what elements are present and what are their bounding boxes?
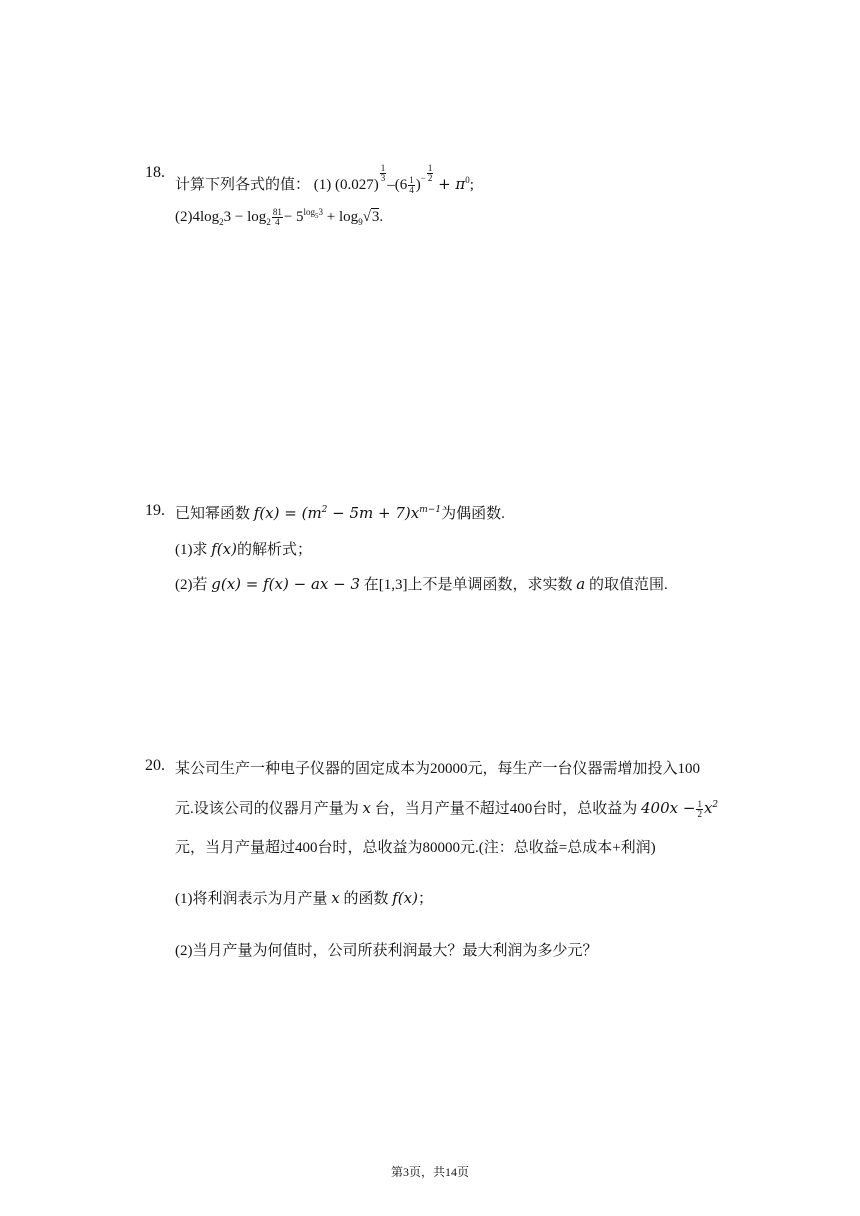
problem-18-part1-base: (0.027) — [335, 177, 379, 193]
problem-19-intro-a: 已知幂函数 — [175, 506, 251, 522]
problem-18-part2-b-sub: 2 — [266, 216, 271, 227]
problem-18-mixed-frac: $\frac{1}{4}$ — [409, 175, 414, 196]
problem-19-part1-label: (1)求 — [175, 542, 208, 558]
problem-20-line2-a: 元.设该公司的仪器月产量为 — [175, 801, 359, 817]
problem-19-exp: m−1 — [419, 505, 442, 515]
problem-18-part1-label: (1) — [313, 177, 332, 193]
sqrt-icon: √ — [362, 208, 371, 225]
problem-19-line3 — [175, 573, 668, 594]
problem-19-part2-a: a — [576, 575, 586, 593]
problem-20-expr-a: 400x − — [641, 799, 696, 817]
problem-20-part1-fx: f(x) — [392, 889, 418, 907]
problem-20-number: 20. — [145, 757, 165, 774]
problem-18-tail: + π — [438, 175, 466, 193]
problem-20-expr-frac: $\frac{1}{2}$ — [697, 799, 702, 820]
problem-18-minus: – — [387, 177, 395, 193]
problem-20-line2 — [175, 797, 718, 819]
problem-18-close: ) — [415, 177, 421, 193]
problem-18-tail-exp: 0 — [465, 175, 470, 185]
problem-20-expr-b: x — [703, 799, 713, 817]
problem-20-expr-exp: 2 — [712, 800, 719, 810]
problem-20-part1-a: (1)将利润表示为月产量 — [175, 891, 328, 907]
problem-18-exp1: $\frac{1}{3}$ — [380, 163, 386, 183]
problem-20-part2: (2)当月产量为何值时，公司所获利润最大？最大利润为多少元？ — [175, 943, 598, 959]
problem-20-line1: 某公司生产一种电子仪器的固定成本为20000元，每生产一台仪器需增加投入100 — [175, 761, 701, 777]
problem-20-part1-end: ； — [417, 891, 433, 907]
problem-18-line1 — [175, 164, 474, 195]
problem-18-part2-d: + log — [326, 208, 359, 225]
problem-18-part2-d-sub: 9 — [358, 216, 363, 227]
problem-18-intro: 计算下列各式的值： — [175, 177, 311, 193]
problem-19-part1-fx: f(x) — [211, 540, 237, 558]
problem-20-part1 — [175, 887, 433, 908]
problem-18-part2-label: (2) — [175, 208, 193, 225]
problem-18-part2-a-sub: 2 — [219, 216, 224, 227]
problem-18-end1: ; — [469, 177, 474, 193]
problem-18-number: 18. — [145, 164, 165, 181]
problem-19-part2-label: (2)若 — [175, 577, 208, 593]
problem-19-line1 — [175, 502, 505, 523]
problem-19-sq: 2 — [321, 505, 328, 515]
problem-18-line2 — [175, 208, 383, 227]
problem-19-line2 — [175, 538, 312, 559]
problem-18-part2-c-exp: log53 — [303, 206, 324, 220]
problem-19-fx: f(x) = (m — [253, 504, 322, 522]
problem-18-part2-a: 4log — [192, 208, 220, 225]
problem-19-number: 19. — [145, 502, 165, 519]
problem-18-end2: . — [379, 208, 384, 225]
problem-18-mixed-whole: (6 — [394, 177, 408, 193]
problem-20-line2-b: 台，当月产量不超过400台时，总收益为 — [374, 801, 638, 817]
problem-20-line3: 元，当月产量超过400台时，总收益为80000元.(注：总收益=总成本+利润) — [175, 840, 656, 856]
problem-18-exp2-sign: − — [420, 173, 426, 183]
problem-20-part1-x: x — [331, 889, 340, 907]
problem-18-part2-frac: $\frac{81}{4}$ — [272, 207, 282, 227]
page-footer: 第3页，共14页 — [390, 1165, 469, 1179]
problem-19-part2-text-b: 的取值范围. — [588, 577, 668, 593]
problem-19-part1-text: 的解析式； — [236, 542, 312, 558]
problem-19-mid: − 5m + 7)x — [327, 504, 420, 522]
problem-18-exp2: $\frac{1}{2}$ — [427, 163, 433, 183]
problem-20-line2-x: x — [362, 799, 371, 817]
problem-18-part2-a-arg: 3 − log — [223, 208, 267, 225]
problem-18-part2-c: − 5 — [283, 208, 304, 225]
problem-20-part1-b: 的函数 — [343, 891, 389, 907]
problem-18-part2-radicand: 3 — [371, 208, 380, 225]
problem-19-intro-b: 为偶函数. — [441, 506, 505, 522]
problem-19-part2-gx: g(x) = f(x) − ax − 3 — [211, 575, 360, 593]
problem-19-part2-text-a: 在[1,3]上不是单调函数，求实数 — [363, 577, 573, 593]
